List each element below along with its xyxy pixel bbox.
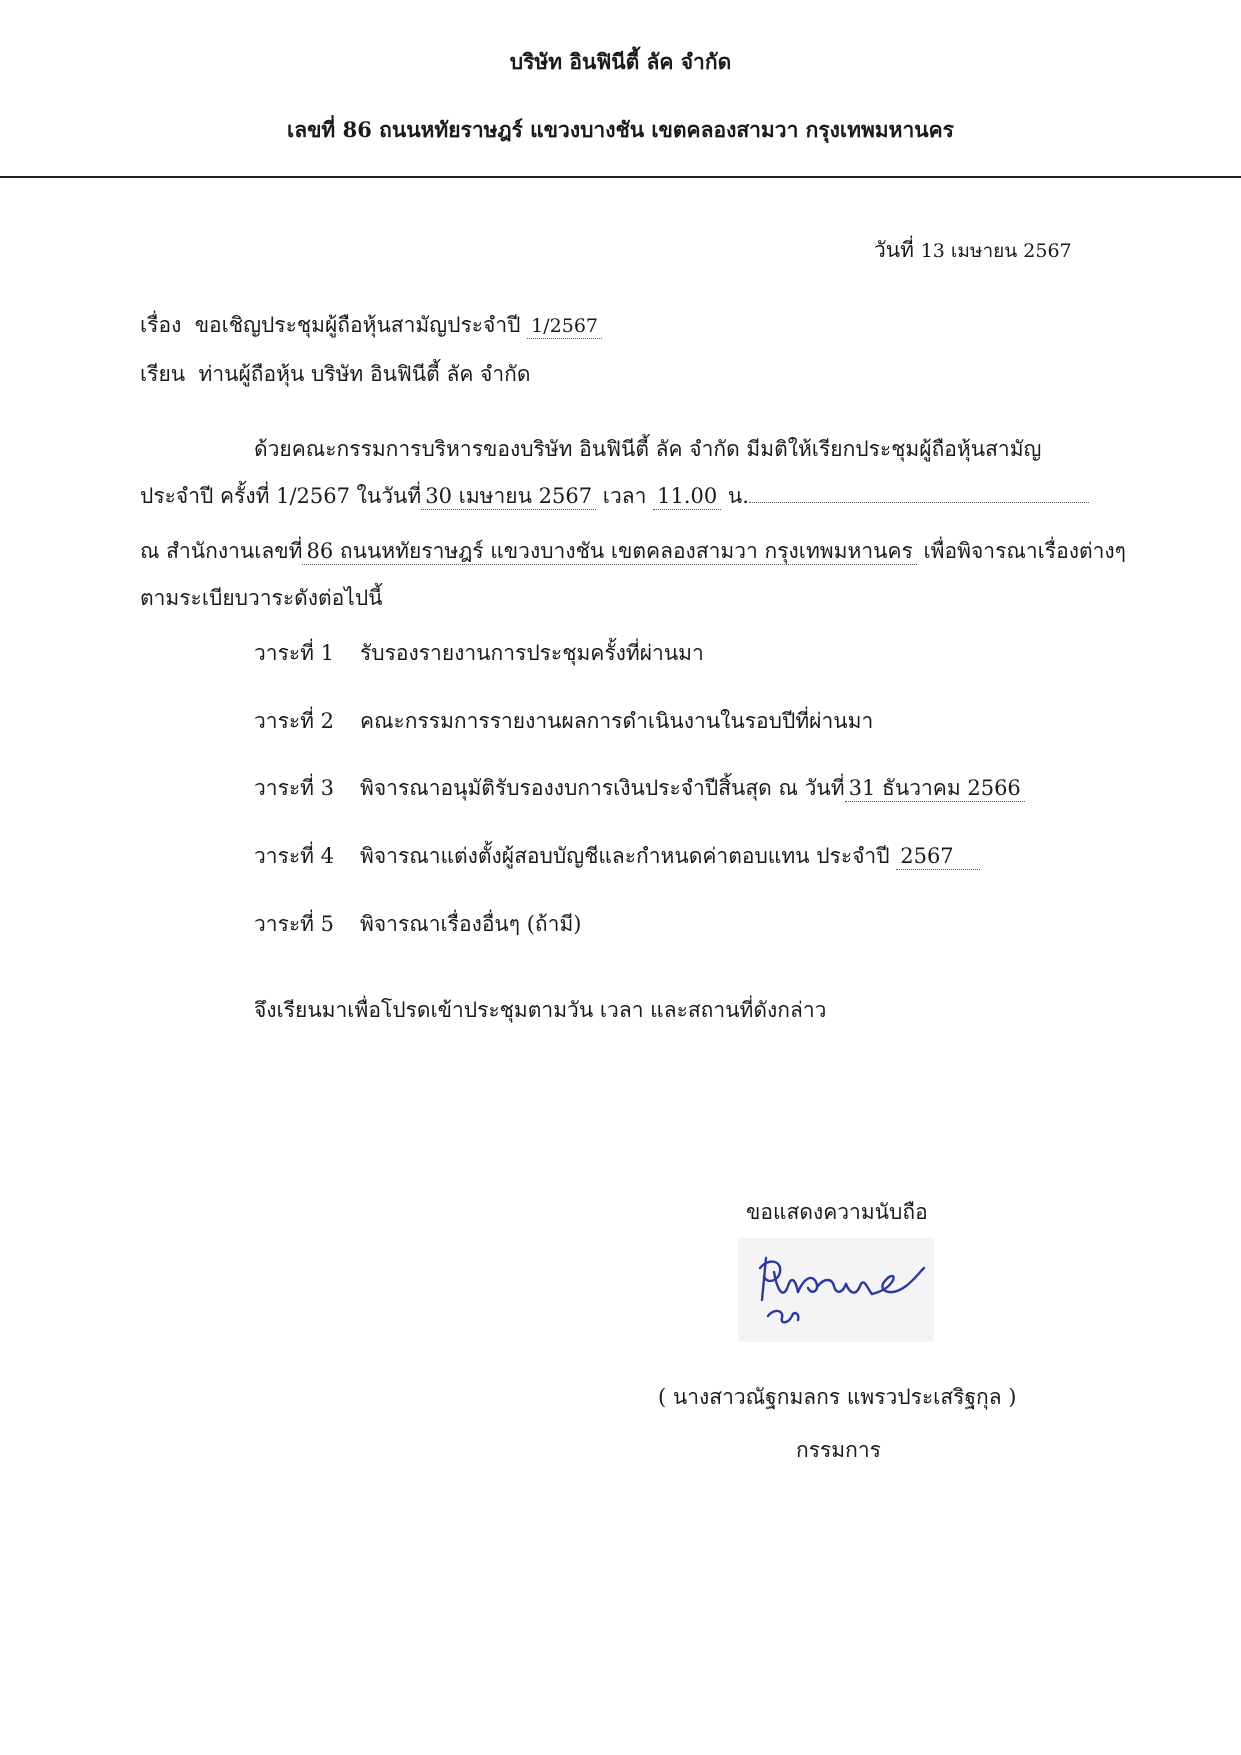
meeting-time: 11.00 <box>653 484 721 510</box>
signer-position: กรรมการ <box>796 1438 881 1462</box>
body-line-1: ด้วยคณะกรรมการบริหารของบริษัท อินฟินีตี้ ลัค จำกัด มีมติให้เรียกประชุมผู้ถือหุ้นสามัญ <box>254 437 1042 461</box>
agenda-number: วาระที่ 1 <box>254 641 335 665</box>
recipient-text: ท่านผู้ถือหุ้น บริษัท อินฟินีตี้ ลัค จำกัด <box>198 362 531 386</box>
agenda-text: คณะกรรมการรายงานผลการดำเนินงานในรอบปีที่ผ่านมา <box>360 709 874 733</box>
body-line-3 <box>140 535 1126 568</box>
regards-text: ขอแสดงความนับถือ <box>746 1200 928 1224</box>
subject-text: ขอเชิญประชุมผู้ถือหุ้นสามัญประจำปี <box>194 313 521 337</box>
agenda-text: รับรองรายงานการประชุมครั้งที่ผ่านมา <box>360 641 704 665</box>
subject-line <box>140 309 602 342</box>
agenda-number: วาระที่ 3 <box>254 776 335 800</box>
closing-sentence: จึงเรียนมาเพื่อโปรดเข้าประชุมตามวัน เวลา และสถานที่ดังกล่าว <box>254 998 827 1022</box>
body-line-2-prefix: ประจำปี ครั้งที่ 1/2567 ในวันที่ <box>140 484 422 508</box>
agenda-number: วาระที่ 2 <box>254 709 335 733</box>
body-line-4: ตามระเบียบวาระดังต่อไปนี้ <box>140 586 383 610</box>
agenda-value: 2567 <box>896 844 979 870</box>
agenda-item-5 <box>254 908 581 941</box>
venue-address: 86 ถนนหทัยราษฎร์ แขวงบางชัน เขตคลองสามวา กรุงเทพมหานคร <box>302 539 916 565</box>
company-name: บริษัท อินฟินีตี้ ลัค จำกัด <box>509 49 732 74</box>
agenda-item-3 <box>254 772 1025 805</box>
date-label: วันที่ <box>874 238 914 262</box>
meeting-date: 30 เมษายน 2567 <box>421 484 596 510</box>
agenda-item-1 <box>254 637 704 670</box>
venue-suffix: เพื่อพิจารณาเรื่องต่างๆ <box>923 539 1126 563</box>
header-divider <box>0 176 1241 178</box>
venue-prefix: ณ สำนักงานเลขที่ <box>140 539 303 563</box>
subject-label: เรื่อง <box>140 313 182 337</box>
agenda-number: วาระที่ 5 <box>254 912 335 936</box>
signer-name: ( นางสาวณัฐกมลกร แพรวประเสริฐกุล ) <box>658 1385 1017 1409</box>
agenda-value: 31 ธันวาคม 2566 <box>845 776 1025 802</box>
recipient-line <box>140 358 531 391</box>
agenda-text: พิจารณาอนุมัติรับรองงบการเงินประจำปีสิ้นสุด ณ วันที่ <box>360 776 845 800</box>
time-dotted-fill <box>749 501 1089 503</box>
time-unit: น. <box>727 484 749 508</box>
agenda-item-4 <box>254 840 980 873</box>
date-value: 13 เมษายน 2567 <box>920 240 1072 262</box>
recipient-label: เรียน <box>140 362 186 386</box>
agenda-item-2 <box>254 705 873 738</box>
subject-value: 1/2567 <box>527 315 602 339</box>
signature-image <box>738 1238 934 1342</box>
time-label: เวลา <box>602 484 647 508</box>
company-address: เลขที่ 86 ถนนหทัยราษฎร์ แขวงบางชัน เขตคลองสามวา กรุงเทพมหานคร <box>287 117 954 142</box>
agenda-text: พิจารณาแต่งตั้งผู้สอบบัญชีและกำหนดค่าตอบแทน ประจำปี <box>360 844 890 868</box>
document-date <box>874 234 1072 267</box>
signature-graphic <box>738 1238 934 1342</box>
body-line-2 <box>140 480 1089 513</box>
agenda-number: วาระที่ 4 <box>254 844 335 868</box>
agenda-text: พิจารณาเรื่องอื่นๆ (ถ้ามี) <box>360 912 582 936</box>
